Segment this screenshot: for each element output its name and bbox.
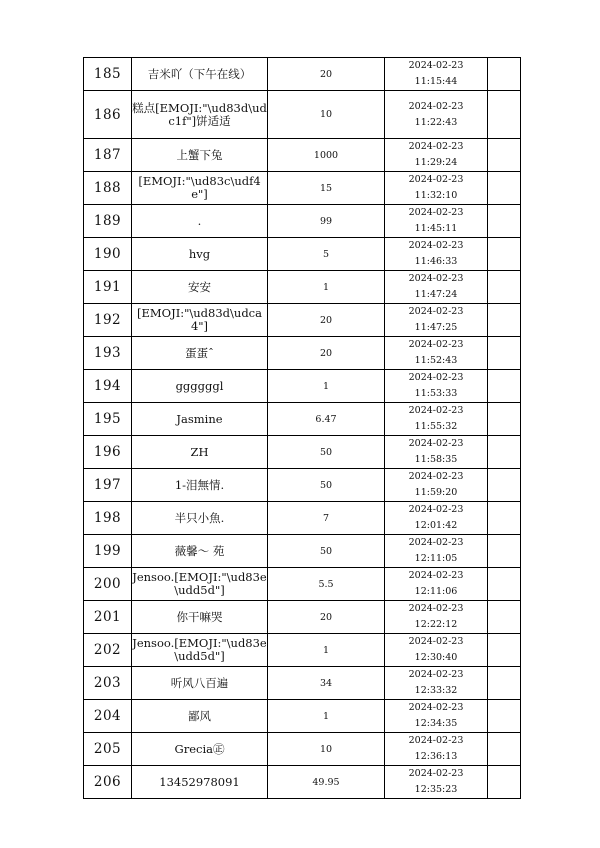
table-row [84,91,521,139]
amount-cell: 34 [268,667,385,700]
amount-cell: 50 [268,436,385,469]
timestamp-date: 2024-02-23 [408,174,464,185]
timestamp-date: 2024-02-23 [408,273,464,284]
table-row [84,502,521,535]
timestamp-time: 11:22:43 [414,116,458,128]
empty-cell [488,667,521,700]
amount-cell: 15 [268,172,385,205]
donation-table [83,57,521,799]
donation-table-body [84,58,521,799]
timestamp-time: 11:58:35 [414,454,458,465]
timestamp-time: 11:15:44 [414,76,458,87]
empty-cell [488,91,521,139]
donor-name-cell: 吉米吖（下午在线） [132,58,268,91]
empty-cell [488,205,521,238]
timestamp-cell [385,733,488,766]
timestamp-date: 2024-02-23 [408,603,464,614]
timestamp-cell [385,502,488,535]
donor-name-cell: [EMOJI:"\ud83d\udca4"] [132,304,268,337]
timestamp-time: 12:33:32 [414,685,458,696]
timestamp-date: 2024-02-23 [408,141,464,152]
table-row [84,634,521,667]
amount-cell: 10 [268,733,385,766]
table-row [84,733,521,766]
timestamp-time: 12:22:12 [414,619,458,630]
row-number-cell: 197 [84,469,132,502]
amount-cell: 7 [268,502,385,535]
empty-cell [488,700,521,733]
table-row [84,337,521,370]
donor-name-cell: 薇馨～ 苑 [132,535,268,568]
timestamp-date: 2024-02-23 [408,207,464,218]
amount-cell: 1 [268,700,385,733]
timestamp-cell [385,667,488,700]
amount-cell: 5 [268,238,385,271]
row-number-cell: 202 [84,634,132,667]
empty-cell [488,238,521,271]
donor-name-cell: hvg [132,238,268,271]
table-row [84,304,521,337]
empty-cell [488,403,521,436]
amount-cell: 99 [268,205,385,238]
row-number-cell: 205 [84,733,132,766]
empty-cell [488,502,521,535]
row-number-cell: 192 [84,304,132,337]
table-row [84,469,521,502]
donor-name-cell: [EMOJI:"\ud83c\udf4e"] [132,172,268,205]
timestamp-time: 11:32:10 [414,190,458,201]
timestamp-cell [385,139,488,172]
donor-name-cell: 上蟹下兔 [132,139,268,172]
table-row [84,271,521,304]
timestamp-cell [385,91,488,139]
timestamp-cell [385,58,488,91]
donor-name-cell: 蛋蛋ˆ [132,337,268,370]
timestamp-cell [385,700,488,733]
donor-name-cell: Jasmine [132,403,268,436]
timestamp-date: 2024-02-23 [408,405,464,416]
donor-name-cell: 安安 [132,271,268,304]
timestamp-time: 11:52:43 [414,355,458,366]
amount-cell: 1 [268,634,385,667]
timestamp-date: 2024-02-23 [408,339,464,350]
timestamp-time: 11:47:25 [414,322,458,333]
row-number-cell: 199 [84,535,132,568]
timestamp-cell [385,271,488,304]
row-number-cell: 198 [84,502,132,535]
timestamp-cell [385,304,488,337]
timestamp-cell [385,370,488,403]
timestamp-date: 2024-02-23 [408,537,464,548]
timestamp-cell [385,469,488,502]
timestamp-cell [385,634,488,667]
empty-cell [488,535,521,568]
timestamp-cell [385,601,488,634]
timestamp-cell [385,337,488,370]
timestamp-cell [385,205,488,238]
timestamp-date: 2024-02-23 [408,471,464,482]
row-number-cell: 194 [84,370,132,403]
timestamp-date: 2024-02-23 [408,570,464,581]
timestamp-cell [385,172,488,205]
row-number-cell: 193 [84,337,132,370]
row-number-cell: 200 [84,568,132,601]
timestamp-date: 2024-02-23 [408,306,464,317]
timestamp-time: 11:53:33 [414,388,458,399]
empty-cell [488,172,521,205]
empty-cell [488,601,521,634]
amount-cell: 50 [268,535,385,568]
table-row [84,172,521,205]
amount-cell: 20 [268,58,385,91]
row-number-cell: 186 [84,91,132,139]
timestamp-time: 12:30:40 [414,652,458,663]
timestamp-time: 11:46:33 [414,256,458,267]
amount-cell: 20 [268,601,385,634]
amount-cell: 20 [268,304,385,337]
timestamp-time: 12:34:35 [414,718,458,729]
empty-cell [488,139,521,172]
row-number-cell: 203 [84,667,132,700]
timestamp-time: 11:55:32 [414,421,458,432]
timestamp-time: 12:11:05 [414,553,458,564]
empty-cell [488,370,521,403]
empty-cell [488,733,521,766]
donor-name-cell: Jensoo.[EMOJI:"\ud83e\udd5d"] [132,568,268,601]
timestamp-date: 2024-02-23 [408,702,464,713]
timestamp-cell [385,766,488,799]
donor-name-cell: 半只小魚. [132,502,268,535]
row-number-cell: 204 [84,700,132,733]
donor-name-cell: Jensoo.[EMOJI:"\ud83e\udd5d"] [132,634,268,667]
timestamp-cell [385,568,488,601]
empty-cell [488,304,521,337]
timestamp-cell [385,238,488,271]
donor-name-cell: 1-泪無情. [132,469,268,502]
donor-name-cell: 你干嘛哭 [132,601,268,634]
donor-name-cell: Grecia㊣ [132,733,268,766]
row-number-cell: 188 [84,172,132,205]
amount-cell: 10 [268,91,385,139]
row-number-cell: 189 [84,205,132,238]
table-row [84,535,521,568]
donor-name-cell: 鄙风 [132,700,268,733]
table-row [84,667,521,700]
donor-name-cell: 听风八百遍 [132,667,268,700]
row-number-cell: 201 [84,601,132,634]
empty-cell [488,271,521,304]
table-row [84,139,521,172]
table-row [84,238,521,271]
timestamp-date: 2024-02-23 [408,504,464,515]
timestamp-time: 11:47:24 [414,289,458,300]
timestamp-time: 11:45:11 [414,223,458,234]
timestamp-date: 2024-02-23 [408,768,464,779]
empty-cell [488,568,521,601]
table-row [84,436,521,469]
timestamp-date: 2024-02-23 [408,100,464,112]
table-row [84,58,521,91]
timestamp-time: 12:35:23 [414,784,458,795]
timestamp-time: 12:11:06 [414,586,458,597]
timestamp-cell [385,535,488,568]
row-number-cell: 195 [84,403,132,436]
timestamp-cell [385,403,488,436]
donor-name-cell: 糕点[EMOJI:"\ud83d\udc1f"]饼适适 [132,91,268,139]
timestamp-date: 2024-02-23 [408,669,464,680]
row-number-cell: 191 [84,271,132,304]
row-number-cell: 190 [84,238,132,271]
row-number-cell: 196 [84,436,132,469]
empty-cell [488,469,521,502]
row-number-cell: 187 [84,139,132,172]
amount-cell: 20 [268,337,385,370]
timestamp-date: 2024-02-23 [408,240,464,251]
donor-name-cell: . [132,205,268,238]
amount-cell: 6.47 [268,403,385,436]
row-number-cell: 206 [84,766,132,799]
empty-cell [488,634,521,667]
timestamp-date: 2024-02-23 [408,438,464,449]
amount-cell: 1 [268,370,385,403]
amount-cell: 50 [268,469,385,502]
empty-cell [488,58,521,91]
table-row [84,205,521,238]
timestamp-time: 12:36:13 [414,751,458,762]
timestamp-date: 2024-02-23 [408,372,464,383]
amount-cell: 1 [268,271,385,304]
timestamp-date: 2024-02-23 [408,60,464,71]
empty-cell [488,436,521,469]
amount-cell: 49.95 [268,766,385,799]
table-row [84,766,521,799]
timestamp-time: 11:59:20 [414,487,458,498]
donor-name-cell: ZH [132,436,268,469]
table-row [84,370,521,403]
table-row [84,601,521,634]
table-row [84,568,521,601]
donor-name-cell: 13452978091 [132,766,268,799]
timestamp-time: 11:29:24 [414,157,458,168]
amount-cell: 1000 [268,139,385,172]
timestamp-cell [385,436,488,469]
table-row [84,403,521,436]
table-row [84,700,521,733]
timestamp-time: 12:01:42 [414,520,458,531]
empty-cell [488,766,521,799]
timestamp-date: 2024-02-23 [408,636,464,647]
timestamp-date: 2024-02-23 [408,735,464,746]
row-number-cell: 185 [84,58,132,91]
donor-name-cell: ggggggl [132,370,268,403]
empty-cell [488,337,521,370]
amount-cell: 5.5 [268,568,385,601]
